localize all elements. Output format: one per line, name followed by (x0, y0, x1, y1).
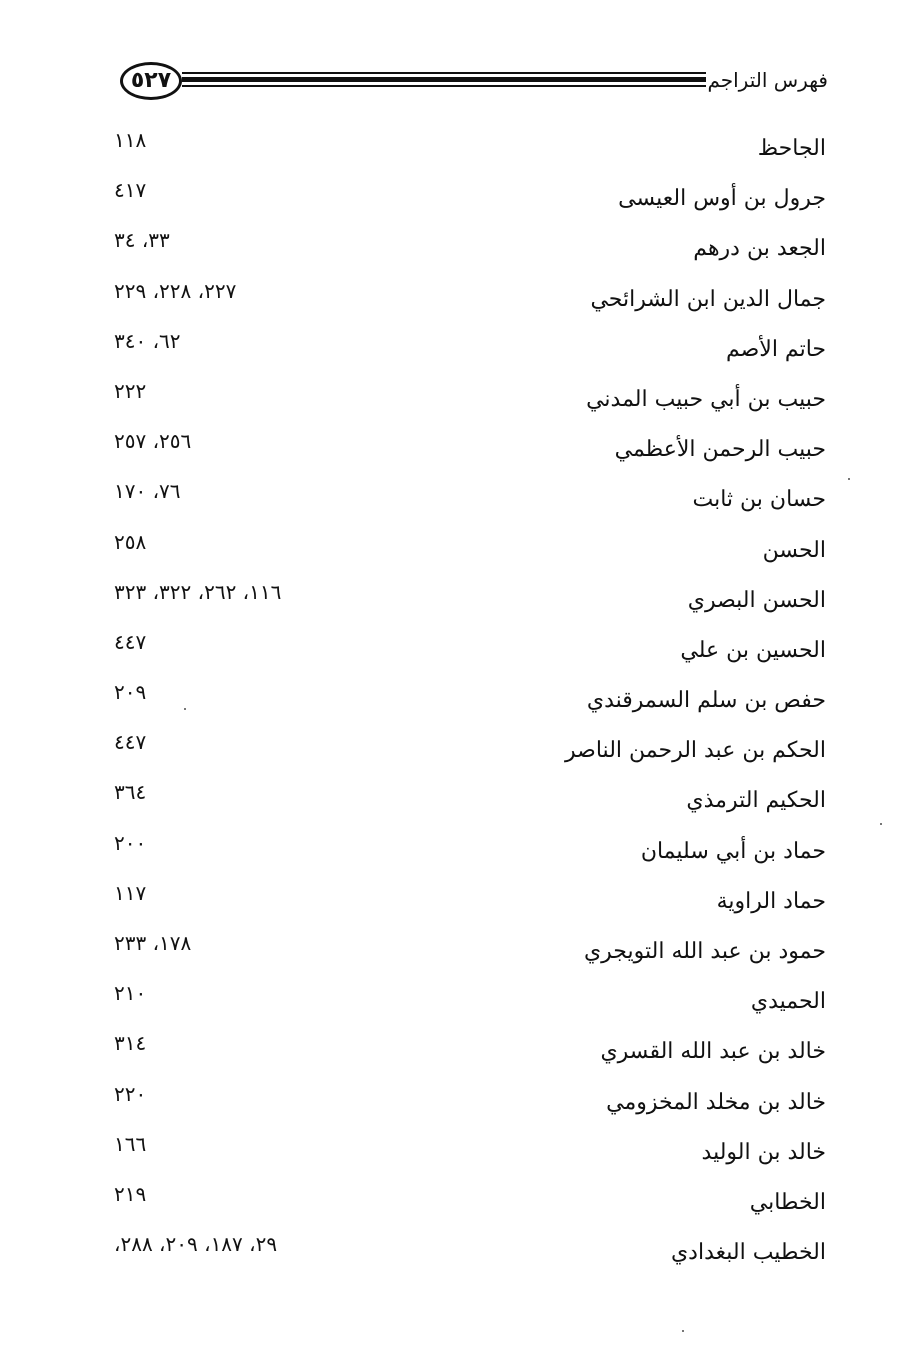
index-entry (110, 676, 826, 726)
entry-name: حسان بن ثابت (692, 487, 826, 513)
entry-page-numbers: ٧٦، ١٧٠ (114, 479, 181, 504)
entry-page-numbers: ١٦٦ (114, 1131, 147, 1156)
entry-page-numbers: ٢١٩ (114, 1181, 147, 1206)
index-entry (110, 1027, 826, 1077)
index-entry (110, 375, 826, 425)
entry-name: حفص بن سلم السمرقندي (586, 688, 826, 714)
entry-name: حاتم الأصم (725, 336, 826, 362)
entry-page-numbers: ١١٨ (114, 128, 147, 152)
index-entry (110, 526, 826, 576)
entry-name: الحسين بن علي (680, 637, 826, 663)
entry-page-numbers: ٤١٧ (114, 178, 147, 203)
index-entry (110, 877, 826, 927)
index-entry (110, 425, 826, 475)
header-rule-line (182, 85, 706, 87)
index-entry (110, 1128, 826, 1178)
entry-name: حبيب الرحمن الأعظمي (614, 437, 826, 463)
entry-page-numbers: ٣١٤ (114, 1031, 147, 1056)
entry-name: الحكيم الترمذي (686, 788, 826, 814)
index-entry (110, 827, 826, 877)
scan-speck (880, 823, 882, 825)
index-entry (110, 1228, 826, 1278)
index-entry (110, 475, 826, 525)
entry-name: حبيب بن أبي حبيب المدني (586, 386, 826, 412)
index-entry (110, 325, 826, 375)
entry-name: خالد بن الوليد (701, 1139, 826, 1165)
index-entry (110, 576, 826, 626)
entry-page-numbers: ١١٧ (114, 880, 147, 905)
entry-page-numbers: ٢٥٦، ٢٥٧ (114, 429, 192, 454)
index-entry (110, 927, 826, 977)
entry-name: الجاحظ (757, 136, 826, 161)
biography-index-list (110, 124, 826, 1278)
entry-name: الحسن (762, 537, 826, 563)
index-entry (110, 1178, 826, 1228)
entry-page-numbers: ٣٦٤ (114, 780, 147, 805)
entry-page-numbers: ٦٢، ٣٤٠ (114, 328, 181, 353)
entry-page-numbers: ٢٢٢ (114, 378, 147, 403)
page-header (112, 58, 828, 106)
entry-page-numbers: ٢٥٨ (114, 529, 147, 554)
entry-page-numbers: ١٧٨، ٢٣٣ (114, 931, 192, 955)
index-entry (110, 1078, 826, 1128)
entry-page-numbers: ٤٤٧ (114, 730, 147, 755)
header-rule (182, 72, 706, 90)
header-rule-line (182, 72, 706, 74)
entry-name: الخطيب البغدادي (670, 1240, 826, 1266)
entry-page-numbers: ٢٠٩ (114, 680, 147, 705)
entry-name: الخطابي (749, 1189, 826, 1215)
entry-name: حمود بن عبد الله التويجري (583, 939, 826, 964)
index-entry (110, 726, 826, 776)
entry-name: جرول بن أوس العيسى (618, 186, 826, 212)
entry-page-numbers: ٢٢٧، ٢٢٨، ٢٢٩ (114, 278, 237, 303)
index-entry (110, 977, 826, 1027)
entry-page-numbers: ٤٤٧ (114, 629, 147, 654)
entry-page-numbers: ٢٩، ١٨٧، ٢٠٩، ٢٨٨، (114, 1232, 278, 1257)
entry-page-numbers: ١١٦، ٢٦٢، ٣٢٢، ٣٢٣ (114, 579, 282, 604)
index-entry (110, 224, 826, 274)
scan-speck (848, 478, 850, 480)
entry-name: الحسن البصري (687, 587, 826, 613)
entry-name: حماد بن أبي سليمان (640, 838, 826, 864)
index-entry (110, 626, 826, 676)
header-rule-line (182, 77, 706, 82)
entry-page-numbers: ٢٠٠ (114, 830, 147, 855)
index-entry (110, 124, 826, 174)
index-entry (110, 275, 826, 325)
index-entry (110, 174, 826, 224)
entry-page-numbers: ٣٣، ٣٤ (114, 228, 170, 253)
entry-name: خالد بن عبد الله القسري (600, 1039, 826, 1065)
entry-name: حماد الراوية (716, 888, 826, 914)
entry-name: جمال الدين ابن الشرائحي (590, 286, 826, 312)
entry-page-numbers: ٢٢٠ (114, 1081, 147, 1106)
page-number-badge: ٥٢٧ (120, 62, 182, 100)
entry-page-numbers: ٢١٠ (114, 981, 147, 1006)
scan-speck (184, 708, 186, 710)
scan-speck (682, 1330, 684, 1332)
index-title: فهرس التراجم (707, 68, 828, 92)
entry-name: خالد بن مخلد المخزومي (606, 1089, 826, 1115)
entry-name: الحكم بن عبد الرحمن الناصر (565, 738, 826, 764)
entry-name: الجعد بن درهم (693, 236, 826, 262)
entry-name: الحميدي (750, 989, 826, 1015)
index-entry (110, 776, 826, 826)
